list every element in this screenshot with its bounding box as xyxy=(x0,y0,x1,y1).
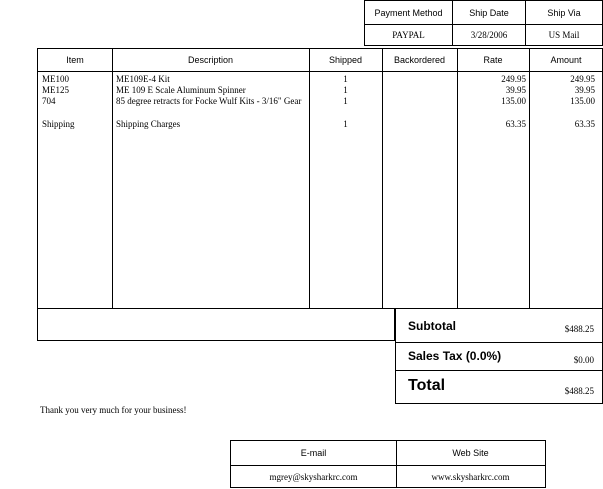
sales-tax-label: Sales Tax (0.0%) xyxy=(408,349,502,363)
ship-date-value: 3/28/2006 xyxy=(452,25,525,46)
row-item: ME100 xyxy=(42,74,69,84)
row-description: Shipping Charges xyxy=(116,119,181,129)
website-value[interactable]: www.skysharkrc.com xyxy=(431,471,510,482)
shipped-header: Shipped xyxy=(328,55,363,65)
total-label: Total xyxy=(408,377,446,394)
ship-via-header: Ship Via xyxy=(525,0,603,25)
ship-date-header: Ship Date xyxy=(452,0,525,25)
row-amount: 39.95 xyxy=(574,85,595,95)
header-divider xyxy=(38,71,602,72)
payment-method-value: PAYPAL xyxy=(364,25,452,46)
payment-method-header: Payment Method xyxy=(364,0,452,25)
row-rate: 63.35 xyxy=(505,119,526,129)
row-shipped: 1 xyxy=(343,96,348,106)
description-header: Description xyxy=(187,55,234,65)
items-table xyxy=(37,48,603,309)
row-item: ME125 xyxy=(42,85,69,95)
row-description: ME 109 E Scale Aluminum Spinner xyxy=(116,85,246,95)
row-shipped: 1 xyxy=(343,85,348,95)
website-header: Web Site xyxy=(452,448,489,458)
rate-header: Rate xyxy=(483,55,503,65)
column-divider xyxy=(112,49,113,308)
contact-table xyxy=(230,440,546,488)
thank-you-message: Thank you very much for your business! xyxy=(40,405,187,415)
row-amount: 249.95 xyxy=(570,74,595,84)
subtotal-label: Subtotal xyxy=(408,319,456,333)
email-header: E-mail xyxy=(300,448,327,458)
row-item: 704 xyxy=(42,96,56,106)
sales-tax-row xyxy=(395,343,603,371)
row-rate: 249.95 xyxy=(501,74,526,84)
row-shipped: 1 xyxy=(343,119,348,129)
total-row xyxy=(395,371,603,404)
totals-spacer xyxy=(37,309,395,341)
backordered-header: Backordered xyxy=(393,55,446,65)
email-value[interactable]: mgrey@skysharkrc.com xyxy=(269,471,358,482)
row-description: ME109E-4 Kit xyxy=(116,74,170,84)
amount-header: Amount xyxy=(550,55,582,65)
column-divider xyxy=(382,49,383,308)
subtotal-row xyxy=(395,309,603,343)
row-description: 85 degree retracts for Focke Wulf Kits - 3/16" Gear xyxy=(116,96,302,106)
row-rate: 135.00 xyxy=(501,96,526,106)
row-amount: 63.35 xyxy=(574,119,595,129)
row-shipped: 1 xyxy=(343,74,348,84)
item-header: Item xyxy=(66,55,84,65)
sales-tax-value: $0.00 xyxy=(573,355,594,365)
row-rate: 39.95 xyxy=(505,85,526,95)
subtotal-value: $488.25 xyxy=(564,324,594,334)
row-item: Shipping xyxy=(42,119,75,129)
payment-info-table xyxy=(364,0,603,46)
ship-via-value: US Mail xyxy=(525,25,603,46)
row-amount: 135.00 xyxy=(570,96,595,106)
total-value: $488.25 xyxy=(564,386,594,396)
